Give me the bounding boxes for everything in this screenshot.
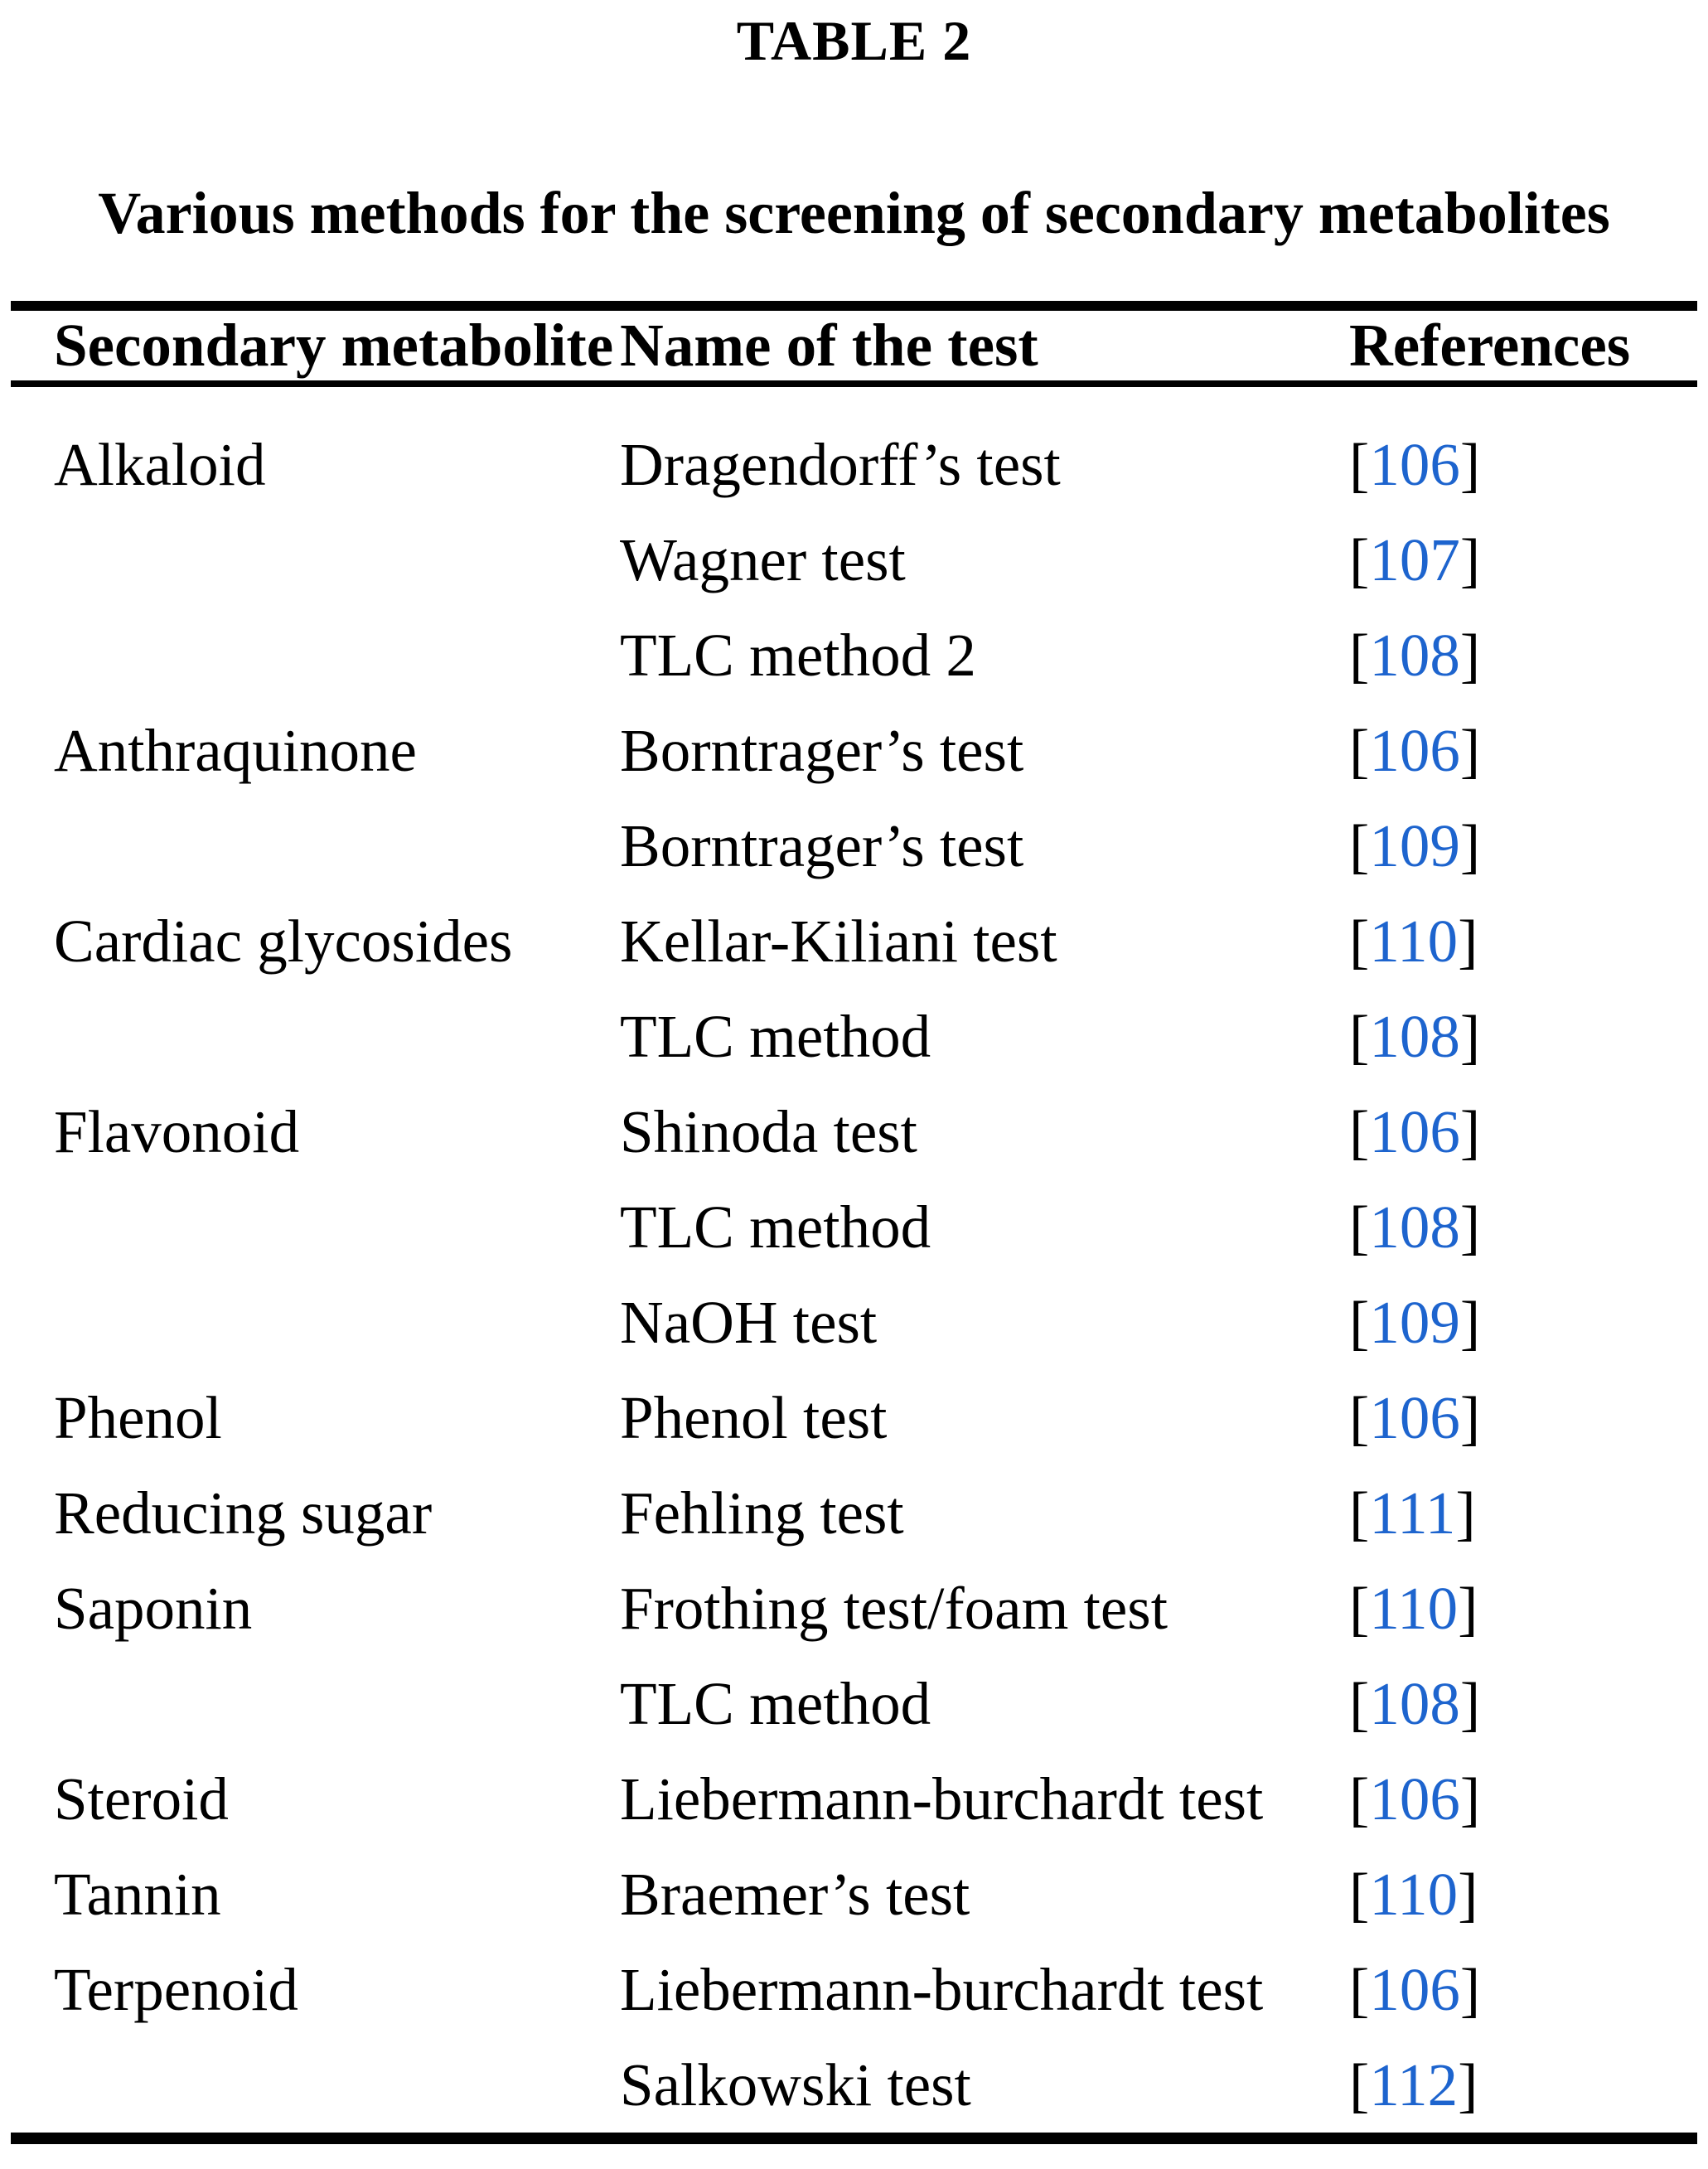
reference-link[interactable]: 106 xyxy=(1369,1955,1460,2023)
test-name-cell: Liebermann-burchardt test xyxy=(620,1955,1264,2023)
reference-close-bracket: ] xyxy=(1459,1669,1481,1737)
test-name-cell: TLC method xyxy=(620,1002,931,1070)
reference-link[interactable]: 108 xyxy=(1369,1669,1460,1737)
reference-cell xyxy=(1349,1479,1697,1548)
table-row xyxy=(11,2037,1697,2133)
reference-open-bracket: [ xyxy=(1349,1669,1370,1737)
reference-link[interactable]: 112 xyxy=(1369,2050,1459,2118)
test-name-cell: Kellar-Kiliani test xyxy=(620,907,1057,975)
reference-open-bracket: [ xyxy=(1349,525,1370,593)
reference-link[interactable]: 106 xyxy=(1369,1383,1460,1451)
test-name-cell: Liebermann-burchardt test xyxy=(620,1765,1264,1833)
reference-cell xyxy=(1349,525,1697,595)
header-references: References xyxy=(1349,312,1631,379)
table-row xyxy=(11,1179,1697,1275)
test-name-cell: TLC method 2 xyxy=(620,621,976,689)
reference-open-bracket: [ xyxy=(1349,430,1370,498)
test-name-cell: Dragendorff’s test xyxy=(620,430,1061,498)
table-row xyxy=(11,798,1697,893)
reference-open-bracket: [ xyxy=(1349,716,1370,784)
reference-cell xyxy=(1349,811,1697,881)
reference-cell xyxy=(1349,1860,1697,1929)
table-row xyxy=(11,1847,1697,1942)
reference-open-bracket: [ xyxy=(1349,1860,1370,1928)
test-name-cell: Salkowski test xyxy=(620,2050,971,2118)
reference-open-bracket: [ xyxy=(1349,621,1370,689)
reference-link[interactable]: 108 xyxy=(1369,1193,1460,1261)
reference-close-bracket: ] xyxy=(1458,2050,1478,2118)
metabolite-cell: Steroid xyxy=(54,1765,229,1833)
reference-open-bracket: [ xyxy=(1349,2050,1370,2118)
reference-close-bracket: ] xyxy=(1459,1097,1481,1165)
table-caption: Various methods for the screening of secondary metabolites xyxy=(98,180,1610,246)
reference-cell xyxy=(1349,1097,1697,1167)
test-name-cell: Phenol test xyxy=(620,1383,888,1451)
reference-open-bracket: [ xyxy=(1349,1955,1370,2023)
table-row xyxy=(11,893,1697,989)
reference-cell xyxy=(1349,716,1697,786)
reference-close-bracket: ] xyxy=(1459,1383,1481,1451)
test-name-cell: TLC method xyxy=(620,1193,931,1261)
reference-open-bracket: [ xyxy=(1349,1383,1370,1451)
metabolite-cell: Reducing sugar xyxy=(54,1479,433,1547)
reference-link[interactable]: 110 xyxy=(1369,1860,1459,1928)
reference-close-bracket: ] xyxy=(1459,621,1481,689)
metabolite-cell: Phenol xyxy=(54,1383,222,1451)
reference-link[interactable]: 108 xyxy=(1369,1002,1460,1070)
test-name-cell: Wagner test xyxy=(620,525,906,593)
metabolite-cell: Saponin xyxy=(54,1574,253,1642)
reference-close-bracket: ] xyxy=(1459,1765,1481,1833)
reference-close-bracket: ] xyxy=(1459,430,1481,498)
reference-close-bracket: ] xyxy=(1459,716,1481,784)
metabolite-cell: Anthraquinone xyxy=(54,716,417,784)
table-row xyxy=(11,1561,1697,1656)
test-name-cell: Borntrager’s test xyxy=(620,811,1024,879)
reference-cell xyxy=(1349,621,1697,690)
test-name-cell: Fehling test xyxy=(620,1479,904,1547)
reference-link[interactable]: 107 xyxy=(1369,525,1460,593)
table-row xyxy=(11,1275,1697,1370)
reference-close-bracket: ] xyxy=(1458,1574,1478,1642)
reference-cell xyxy=(1349,1574,1697,1644)
reference-close-bracket: ] xyxy=(1459,1002,1481,1070)
reference-close-bracket: ] xyxy=(1459,1288,1481,1356)
reference-close-bracket: ] xyxy=(1458,1860,1478,1928)
reference-open-bracket: [ xyxy=(1349,907,1370,975)
reference-open-bracket: [ xyxy=(1349,1479,1370,1547)
metabolite-cell: Cardiac glycosides xyxy=(54,907,513,975)
reference-cell xyxy=(1349,1383,1697,1453)
reference-cell xyxy=(1349,430,1697,500)
test-name-cell: Frothing test/foam test xyxy=(620,1574,1168,1642)
table-row xyxy=(11,1942,1697,2037)
reference-link[interactable]: 109 xyxy=(1369,811,1460,879)
reference-link[interactable]: 106 xyxy=(1369,430,1460,498)
reference-close-bracket: ] xyxy=(1455,1479,1476,1547)
reference-link[interactable]: 106 xyxy=(1369,1097,1460,1165)
table-row xyxy=(11,1465,1697,1561)
test-name-cell: Shinoda test xyxy=(620,1097,917,1165)
reference-cell xyxy=(1349,1002,1697,1072)
reference-cell xyxy=(1349,2050,1697,2120)
reference-link[interactable]: 106 xyxy=(1369,716,1460,784)
reference-open-bracket: [ xyxy=(1349,1193,1370,1261)
reference-link[interactable]: 110 xyxy=(1369,907,1459,975)
metabolite-cell: Alkaloid xyxy=(54,430,266,498)
reference-link[interactable]: 106 xyxy=(1369,1765,1460,1833)
reference-open-bracket: [ xyxy=(1349,1288,1370,1356)
metabolite-cell: Tannin xyxy=(54,1860,221,1928)
table-row xyxy=(11,608,1697,703)
reference-cell xyxy=(1349,1288,1697,1358)
table-label: TABLE 2 xyxy=(736,9,972,72)
test-name-cell: TLC method xyxy=(620,1669,931,1737)
table-row xyxy=(11,1084,1697,1179)
reference-link[interactable]: 110 xyxy=(1369,1574,1459,1642)
table-row xyxy=(11,703,1697,798)
test-name-cell: Braemer’s test xyxy=(620,1860,970,1928)
reference-open-bracket: [ xyxy=(1349,1765,1370,1833)
reference-link[interactable]: 111 xyxy=(1369,1479,1456,1547)
test-name-cell: Borntrager’s test xyxy=(620,716,1024,784)
reference-cell xyxy=(1349,1955,1697,2025)
reference-open-bracket: [ xyxy=(1349,811,1370,879)
table-row xyxy=(11,1751,1697,1847)
reference-close-bracket: ] xyxy=(1459,525,1481,593)
header-secondary-metabolite: Secondary metabolite xyxy=(54,312,614,379)
reference-open-bracket: [ xyxy=(1349,1002,1370,1070)
metabolites-table xyxy=(11,301,1697,2144)
reference-close-bracket: ] xyxy=(1459,811,1481,879)
metabolite-cell: Flavonoid xyxy=(54,1097,300,1165)
reference-cell xyxy=(1349,1193,1697,1262)
reference-link[interactable]: 109 xyxy=(1369,1288,1460,1356)
reference-close-bracket: ] xyxy=(1459,1955,1481,2023)
test-name-cell: NaOH test xyxy=(620,1288,878,1356)
table-row xyxy=(11,1656,1697,1751)
reference-close-bracket: ] xyxy=(1458,907,1478,975)
table-row xyxy=(11,989,1697,1084)
table-row xyxy=(11,417,1697,512)
reference-open-bracket: [ xyxy=(1349,1097,1370,1165)
table-row xyxy=(11,512,1697,608)
reference-close-bracket: ] xyxy=(1459,1193,1481,1261)
reference-open-bracket: [ xyxy=(1349,1574,1370,1642)
reference-cell xyxy=(1349,907,1697,976)
header-name-of-test: Name of the test xyxy=(620,312,1038,379)
table-header-row xyxy=(11,311,1697,387)
table-body xyxy=(11,387,1697,2133)
reference-cell xyxy=(1349,1765,1697,1834)
reference-link[interactable]: 108 xyxy=(1369,621,1460,689)
table-row xyxy=(11,1370,1697,1465)
reference-cell xyxy=(1349,1669,1697,1739)
metabolite-cell: Terpenoid xyxy=(54,1955,298,2023)
